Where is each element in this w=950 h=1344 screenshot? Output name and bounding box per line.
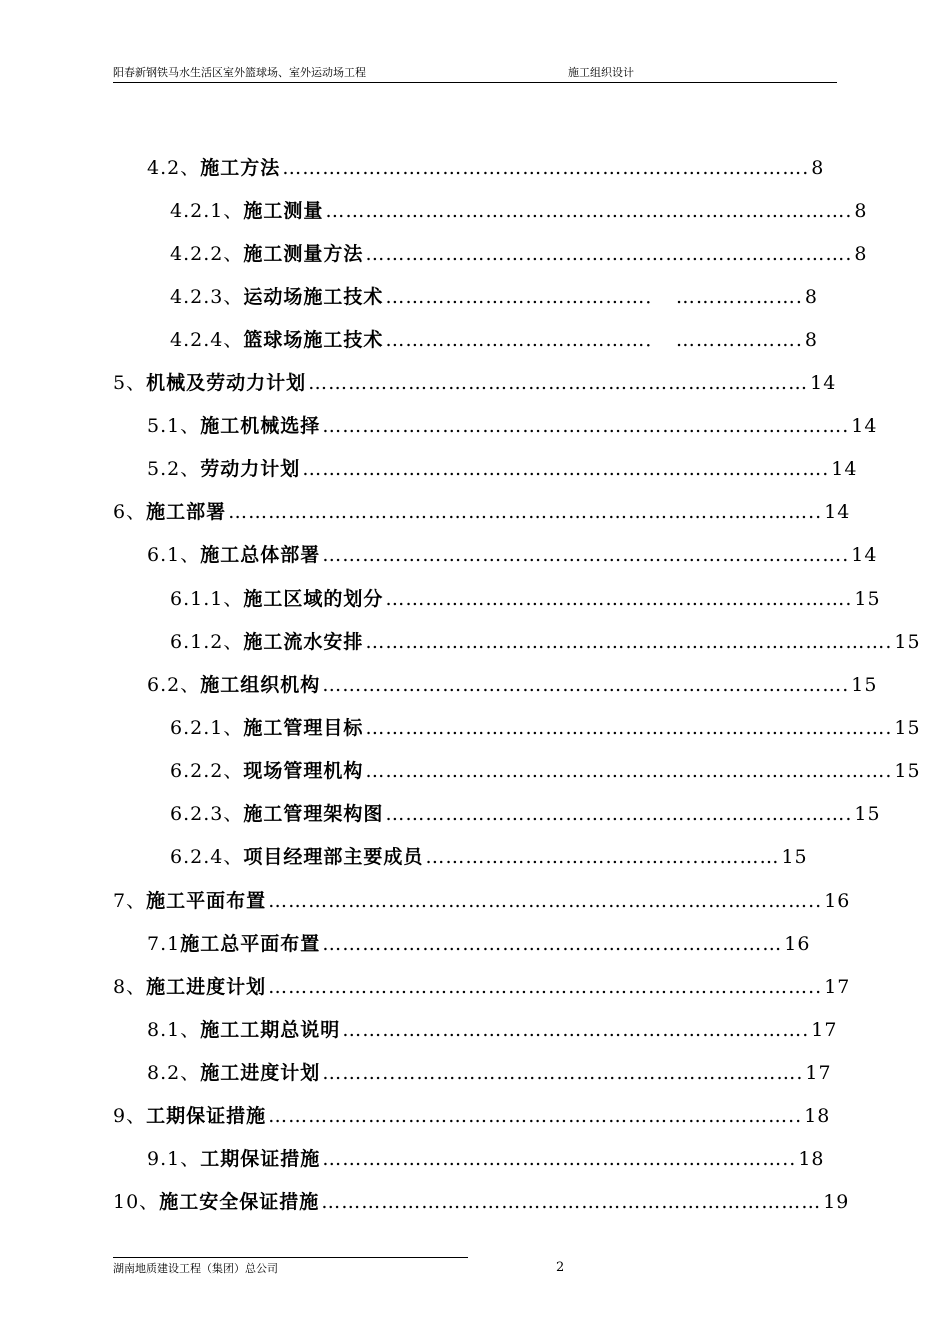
toc-entry-page: 15 [894, 717, 921, 739]
toc-entry[interactable] [113, 974, 851, 1000]
toc-entry-page: 8 [804, 286, 819, 308]
toc-entry-page: 8 [854, 200, 868, 222]
toc-entry-page: 14 [831, 458, 858, 480]
toc-entry-page: 19 [823, 1191, 850, 1213]
toc-entry-page: 8 [811, 157, 825, 179]
toc-entry-title: 施工进度计划 [200, 1062, 321, 1084]
toc-entry-title: 施工机械选择 [200, 415, 321, 437]
header-document-type: 施工组织设计 [568, 66, 634, 79]
toc-entry-number: 8.1、 [147, 1019, 201, 1041]
toc-entry-number: 5、 [113, 372, 147, 394]
toc-entry-title: 项目经理部主要成员 [243, 846, 424, 868]
header-project-title: 阳春新钢铁马水生活区室外篮球场、室外运动场工程 [113, 66, 366, 79]
toc-entry-page: 14 [851, 415, 878, 437]
toc-entry[interactable] [170, 586, 881, 612]
toc-entry[interactable] [147, 1060, 832, 1086]
toc-dot-leader: ……………………………………………………………………. [325, 200, 853, 222]
toc-entry-title: 施工总平面布置 [180, 933, 321, 955]
footer-rule [113, 1257, 468, 1258]
toc-entry-number: 6.2、 [147, 674, 201, 696]
toc-entry-title: 施工管理目标 [243, 717, 364, 739]
toc-entry-number: 4.2.2、 [170, 243, 244, 265]
toc-entry[interactable] [147, 931, 811, 957]
toc-entry[interactable] [170, 715, 921, 741]
toc-dot-leader: ……………………………………………………………………. [365, 631, 893, 653]
toc-entry[interactable] [147, 456, 858, 482]
toc-entry-number: 6.1.1、 [170, 588, 244, 610]
toc-entry-number: 4.2.1、 [170, 200, 244, 222]
toc-entry[interactable] [147, 542, 878, 568]
toc-entry-page: 17 [811, 1019, 838, 1041]
toc-dot-leader: ………………………………………………………………… [321, 1191, 822, 1213]
toc-entry-page: 15 [894, 760, 921, 782]
toc-entry-number: 9.1、 [147, 1148, 201, 1170]
toc-entry-title: 施工测量 [243, 200, 324, 222]
toc-entry-page: 16 [784, 933, 811, 955]
toc-entry-title: 施工管理架构图 [243, 803, 384, 825]
toc-dot-leader: ……………………………………………………………………. [322, 415, 850, 437]
toc-entry-number: 4.2.4、 [170, 329, 244, 351]
toc-entry-page: 15 [781, 846, 808, 868]
toc-entry[interactable] [147, 413, 878, 439]
toc-dot-leader: ……………………………………………………………………. [282, 157, 810, 179]
toc-entry-page: 15 [854, 803, 881, 825]
toc-entry-number: 6.2.2、 [170, 760, 244, 782]
toc-entry-number: 6.2.1、 [170, 717, 244, 739]
toc-entry-page: 15 [854, 588, 881, 610]
toc-dot-leader: …………………………………..………… [425, 846, 780, 868]
toc-dot-leader: ……………………………………………………………………. [365, 717, 893, 739]
toc-dot-leader: …………………………………………………………….. [322, 1148, 797, 1170]
toc-entry[interactable] [147, 1146, 825, 1172]
toc-entry-number: 9、 [113, 1105, 147, 1127]
toc-entry-number: 10、 [113, 1191, 160, 1213]
toc-entry-number: 8、 [113, 976, 147, 998]
toc-entry[interactable] [170, 327, 819, 353]
toc-entry-page: 16 [824, 890, 851, 912]
footer-company: 湖南地质建设工程（集团）总公司 [113, 1262, 278, 1275]
toc-entry-title: 篮球场施工技术 [243, 329, 384, 351]
toc-dot-leader: ……………………………………………………………………. [322, 674, 850, 696]
toc-entry[interactable] [113, 888, 851, 914]
toc-entry-page: 14 [810, 372, 837, 394]
toc-entry[interactable] [147, 1017, 838, 1043]
toc-entry-title: 工期保证措施 [146, 1105, 267, 1127]
toc-entry-title: 运动场施工技术 [243, 286, 384, 308]
toc-dot-leader: ……………………………………………………………………. [302, 458, 830, 480]
toc-entry-number: 5.2、 [147, 458, 201, 480]
toc-entry-page: 18 [798, 1148, 825, 1170]
toc-entry-number: 6.2.3、 [170, 803, 244, 825]
toc-dot-leader: ……………………………………………………………. [385, 588, 853, 610]
toc-entry-page: 14 [824, 501, 851, 523]
toc-entry-title: 施工方法 [200, 157, 281, 179]
toc-entry-number: 4.2、 [147, 157, 201, 179]
toc-entry[interactable] [113, 1189, 850, 1215]
toc-entry-title: 施工部署 [146, 501, 227, 523]
toc-entry-page: 15 [894, 631, 921, 653]
toc-dot-leader: …………………………………………………………………………….. [228, 501, 823, 523]
toc-entry[interactable] [170, 284, 819, 310]
toc-dot-leader: ………………………………………………………………. [365, 243, 853, 265]
toc-dot-leader: …………………………………． ………………. [385, 329, 803, 351]
toc-entry[interactable] [113, 1103, 831, 1129]
toc-entry-title: 施工平面布置 [146, 890, 267, 912]
toc-entry[interactable] [147, 155, 825, 181]
toc-dot-leader: ……………………………………………………………………….. [268, 890, 823, 912]
toc-entry-number: 7.1 [147, 933, 181, 955]
toc-entry-number: 6.1.2、 [170, 631, 244, 653]
toc-entry-page: 14 [851, 544, 878, 566]
toc-dot-leader: …………………………………………………………………….. [268, 1105, 803, 1127]
toc-entry-title: 工期保证措施 [200, 1148, 321, 1170]
toc-entry-page: 15 [851, 674, 878, 696]
toc-entry[interactable] [113, 499, 851, 525]
toc-dot-leader: ……………………………………………………………………. [365, 760, 893, 782]
toc-entry-page: 17 [824, 976, 851, 998]
toc-entry-title: 施工区域的划分 [243, 588, 384, 610]
toc-entry[interactable] [170, 801, 881, 827]
toc-dot-leader: ………..……………………………………………………. [322, 1062, 804, 1084]
toc-entry-number: 4.2.3、 [170, 286, 244, 308]
toc-entry-number: 6.2.4、 [170, 846, 244, 868]
toc-dot-leader: ……………………………………………………………………….. [268, 976, 823, 998]
toc-dot-leader: ……………………………………………………………. [385, 803, 853, 825]
toc-entry[interactable] [170, 198, 868, 224]
toc-entry-title: 施工进度计划 [146, 976, 267, 998]
toc-dot-leader: …………………………………………………………… [322, 933, 783, 955]
toc-entry-page: 17 [805, 1062, 832, 1084]
toc-dot-leader: ……………………………………………………………………. [322, 544, 850, 566]
toc-entry-page: 8 [854, 243, 868, 265]
page-header [113, 66, 837, 83]
toc-entry-number: 5.1、 [147, 415, 201, 437]
toc-entry[interactable] [170, 844, 808, 870]
toc-entry-page: 8 [804, 329, 819, 351]
toc-entry-title: 施工组织机构 [200, 674, 321, 696]
toc-entry-page: 18 [804, 1105, 831, 1127]
toc-entry[interactable] [170, 629, 921, 655]
toc-entry-title: 机械及劳动力计划 [146, 372, 307, 394]
toc-dot-leader: ……………………………………………………………. [342, 1019, 810, 1041]
toc-entry-title: 施工安全保证措施 [159, 1191, 320, 1213]
toc-entry-title: 施工总体部署 [200, 544, 321, 566]
toc-entry-title: 施工工期总说明 [200, 1019, 341, 1041]
toc-entry-title: 现场管理机构 [243, 760, 364, 782]
toc-entry[interactable] [170, 241, 868, 267]
toc-entry[interactable] [170, 758, 921, 784]
toc-entry[interactable] [147, 672, 878, 698]
toc-entry-title: 施工测量方法 [243, 243, 364, 265]
toc-dot-leader: …………………………………． ………………. [385, 286, 803, 308]
toc-entry[interactable] [113, 370, 837, 396]
toc-entry-number: 7、 [113, 890, 147, 912]
toc-entry-number: 8.2、 [147, 1062, 201, 1084]
toc-entry-title: 劳动力计划 [200, 458, 301, 480]
toc-entry-number: 6、 [113, 501, 147, 523]
toc-entry-title: 施工流水安排 [243, 631, 364, 653]
toc-dot-leader: ………………………………………………………………… [308, 372, 809, 394]
footer-page-number: 2 [556, 1260, 565, 1275]
toc-entry-number: 6.1、 [147, 544, 201, 566]
